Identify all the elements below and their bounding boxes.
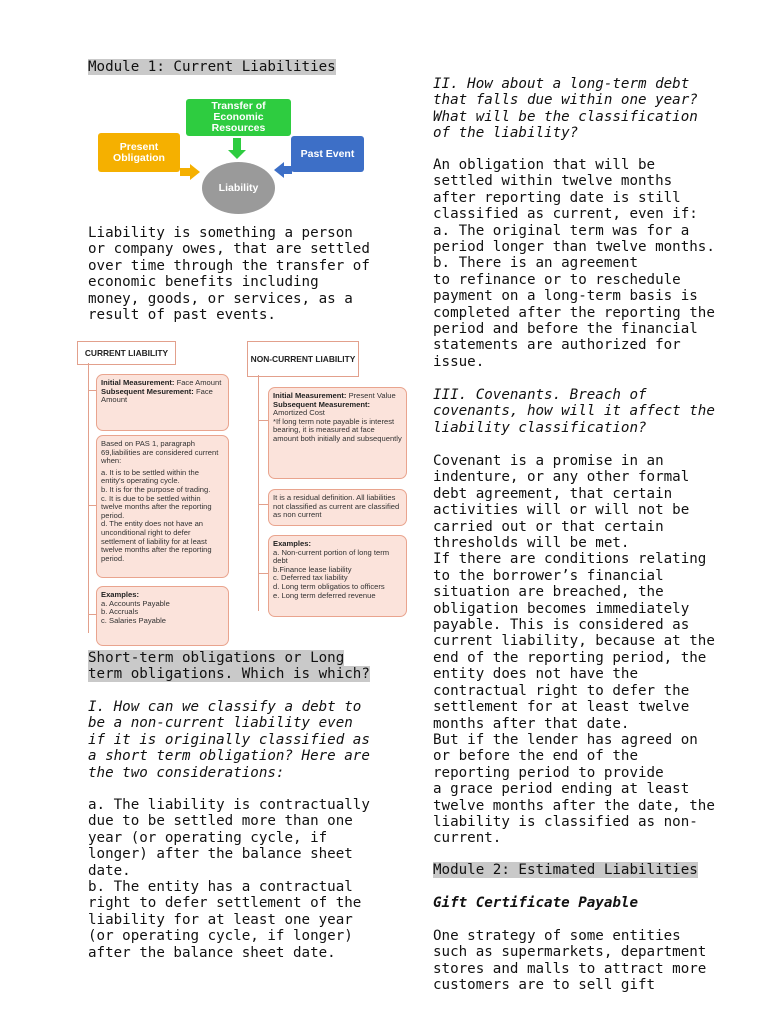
consideration-b: b. The entity has a contractual right to defer settlement of the liability for at least one year (or operating cycle, if longer) after the balance sheet date. [88,879,362,961]
nc-measurement-box: Initial Measurement: Present Value Subsequent Measurement: Amortized Cost *If long term note payable is interest bearing, it is measured at face amount both initially and subsequently [268,387,407,479]
connector-line [88,505,96,506]
connector-line [88,363,89,633]
question-two-answer: An obligation that will be settled within twelve months after reporting date is still classified as current, even if: a. The original term was for a period longer than twelve months. b. There is an agreement to refinance or to reschedule payment on a long-term basis is completed after the reporting the period and before the financial statements are authorized for issue. [433,157,715,370]
arrow-left-icon [274,162,292,178]
past-event-box: Past Event [291,136,364,172]
connector-line [258,504,268,505]
nc-residual-box: It is a residual definition. All liabilities not classified as current are classified as non current [268,489,407,526]
consideration-a: a. The liability is contractually due to be settled more than one year (or operating cycle, if longer) after the balance sheet date. [88,797,370,879]
present-obligation-box: Present Obligation [98,133,180,172]
transfer-box: Transfer of Economic Resources [186,99,291,136]
connector-line [258,420,268,421]
arrow-down-icon [228,138,246,159]
short-long-heading: Short-term obligations or Long term obligations. Which is which? [88,650,370,683]
cl-examples-box: Examples: a. Accounts Payable b. Accruals c. Salaries Payable [96,586,229,646]
liability-ellipse: Liability [202,162,275,214]
diagram-arrows [170,136,300,182]
covenant-text: Covenant is a promise in an indenture, or any other formal debt agreement, that certain activities will or will not be carried out or that certain thresholds will be met. If there are conditions relating to the borrower’s financial situation are breached, the obligation becomes immediately payable. This is considered as current liability, because at the end of the reporting period, the entity does not have the contractual right to defer the settlement for at least twelve months after that date. But if the lender has agreed on or before the end of the reporting period to provide a grace period ending at least twelve months after the date, the liability is classified as non- current. [433,453,715,847]
connector-line [88,390,96,391]
gift-certificate-heading: Gift Certificate Payable [433,895,638,911]
question-three: III. Covenants. Breach of covenants, how will it affect the liability classification? [433,387,715,436]
gift-certificate-body: One strategy of some entities such as supermarkets, department stores and malls to attract more customers are to sell gift [433,928,707,994]
module2-title: Module 2: Estimated Liabilities [433,862,698,878]
connector-line [258,375,259,611]
question-one: I. How can we classify a debt to be a non-current liability even if it is originally classified as a short term obligation? Here are the two considerations: [88,699,370,781]
question-two: II. How about a long-term debt that falls due within one year? What will be the classification of the liability? [433,76,698,142]
cl-measurement-box: Initial Measurement: Face Amount Subsequent Mesurement: Face Amount [96,374,229,431]
module1-title: Module 1: Current Liabilities [88,59,336,75]
arrow-right-icon [180,164,200,180]
connector-line [88,614,96,615]
noncurrent-liability-header: NON-CURRENT LIABILITY [247,341,359,377]
nc-examples-box: Examples: a. Non-current portion of long term debt b.Finance lease liability c. Deferred tax liability d. Long term obligatios to officers e. Long term deferred revenue [268,535,407,617]
current-liability-header: CURRENT LIABILITY [77,341,176,365]
liability-definition: Liability is something a person or company owes, that are settled over time through the transfer of economic benefits including money, goods, or services, as a result of past events. [88,225,370,324]
connector-line [258,573,268,574]
cl-pas-box: Based on PAS 1, paragraph 69,liabilities are considered current when: a. It is to be settled within the entity's operating cycle. b. It is for the purpose of trading. c. It is due to be settled within twelve months after the reporting period. d. The entity does not have an unconditional right to defer settlement of liability for at least twelve months after the reporting period. [96,435,229,578]
